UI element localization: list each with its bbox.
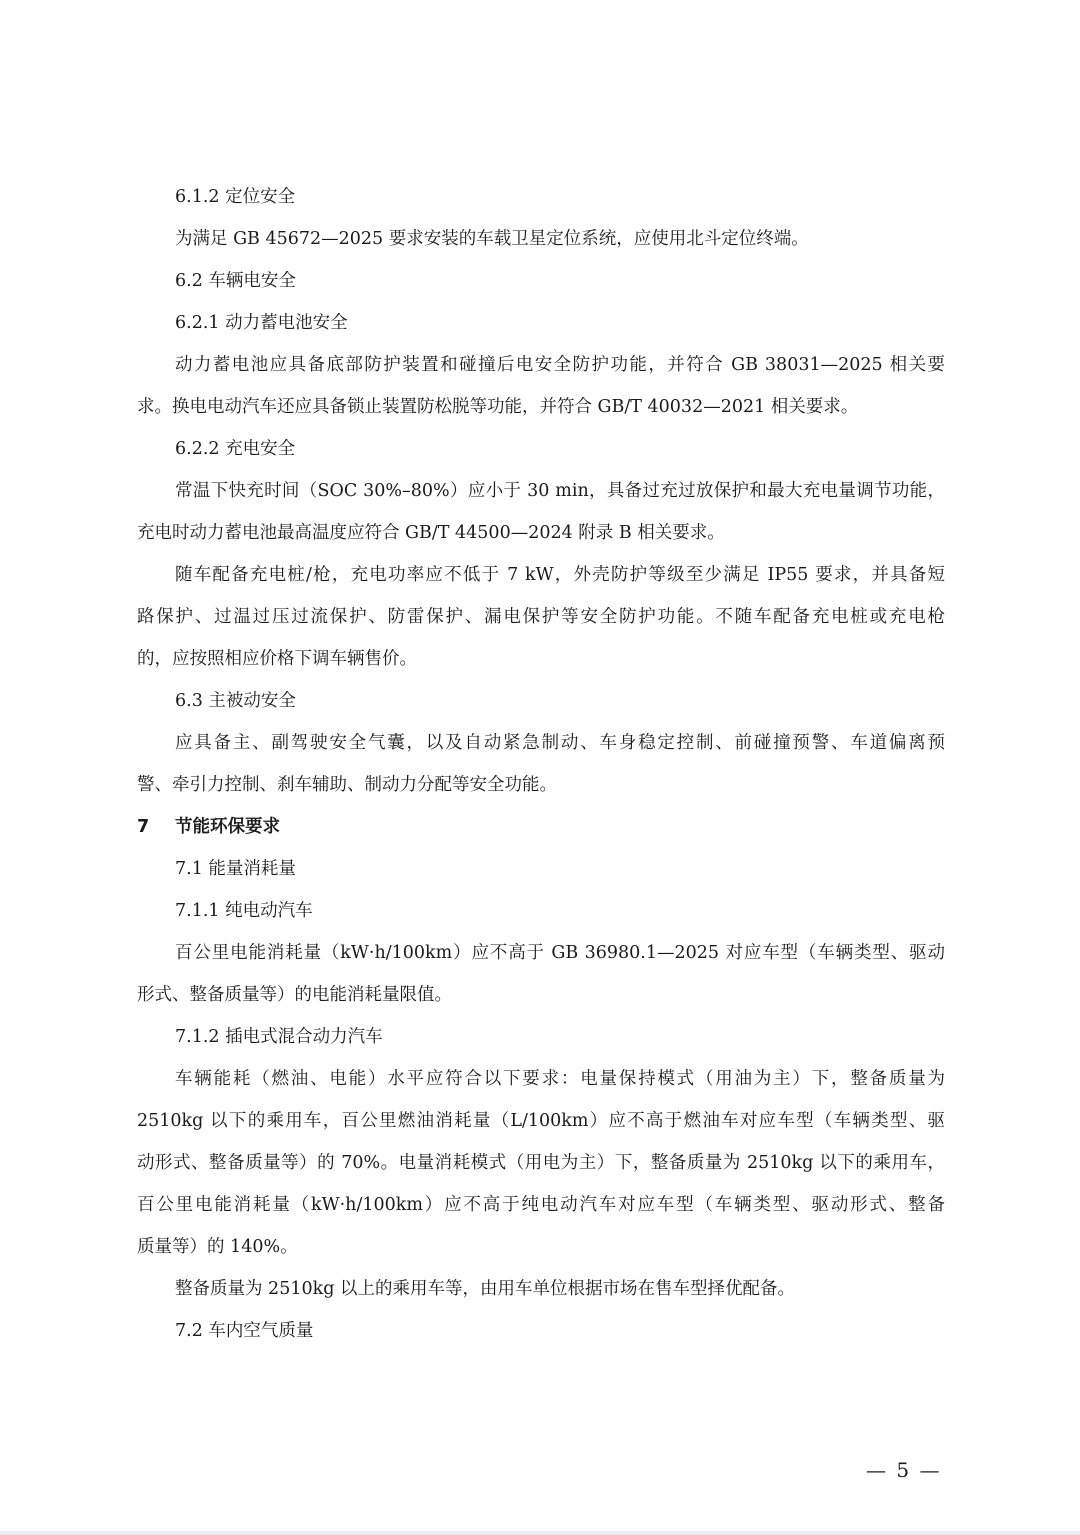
heading-6-2-2: 6.2.2 充电安全 — [175, 439, 296, 459]
heading-7-1-1: 7.1.1 纯电动汽车 — [175, 901, 313, 921]
heading-7-2: 7.2 车内空气质量 — [175, 1321, 314, 1341]
paragraph-line: 路保护、过温过压过流保护、防雷保护、漏电保护等安全防护功能。不随车配备充电桩或充电枪 — [137, 607, 945, 627]
paragraph-line: 百公里电能消耗量（kW·h/100km）应不高于 GB 36980.1—2025 对应车型（车辆类型、驱动 — [175, 943, 945, 963]
paragraph-line: 常温下快充时间（SOC 30%–80%）应小于 30 min，具备过充过放保护和最大充电量调节功能， — [175, 481, 945, 501]
section-number: 7 — [137, 817, 150, 837]
page-bottom-edge — [0, 1531, 1080, 1535]
heading-6-3: 6.3 主被动安全 — [175, 691, 296, 711]
paragraph-line: 车辆能耗（燃油、电能）水平应符合以下要求：电量保持模式（用油为主）下，整备质量为 — [175, 1069, 945, 1089]
paragraph-line: 求。换电电动汽车还应具备锁止装置防松脱等功能，并符合 GB/T 40032—2021 相关要求。 — [137, 397, 859, 417]
paragraph-line: 警、牵引力控制、刹车辅助、制动力分配等安全功能。 — [137, 775, 557, 795]
paragraph-line: 百公里电能消耗量（kW·h/100km）应不高于纯电动汽车对应车型（车辆类型、驱动形式、整备 — [137, 1195, 945, 1215]
paragraph-line: 充电时动力蓄电池最高温度应符合 GB/T 44500—2024 附录 B 相关要求。 — [137, 523, 725, 543]
paragraph-line: 2510kg 以下的乘用车，百公里燃油消耗量（L/100km）应不高于燃油车对应车型（车辆类型、驱 — [137, 1111, 945, 1131]
paragraph-line: 整备质量为 2510kg 以上的乘用车等，由用车单位根据市场在售车型择优配备。 — [175, 1279, 795, 1299]
heading-6-2-1: 6.2.1 动力蓄电池安全 — [175, 313, 348, 333]
heading-7-1-2: 7.1.2 插电式混合动力汽车 — [175, 1027, 383, 1047]
paragraph-line: 应具备主、副驾驶安全气囊，以及自动紧急制动、车身稳定控制、前碰撞预警、车道偏离预 — [175, 733, 945, 753]
paragraph-line: 动力蓄电池应具备底部防护装置和碰撞后电安全防护功能，并符合 GB 38031—2025 相关要 — [175, 355, 945, 375]
paragraph-line: 为满足 GB 45672—2025 要求安装的车载卫星定位系统，应使用北斗定位终端。 — [175, 229, 809, 249]
page-number: — 5 — — [866, 1458, 942, 1482]
heading-7-1: 7.1 能量消耗量 — [175, 859, 296, 879]
paragraph-line: 随车配备充电桩/枪，充电功率应不低于 7 kW，外壳防护等级至少满足 IP55 要求，并具备短 — [175, 565, 945, 585]
heading-7 — [137, 806, 945, 848]
paragraph-line: 的，应按照相应价格下调车辆售价。 — [137, 649, 417, 669]
paragraph-line: 形式、整备质量等）的电能消耗量限值。 — [137, 985, 452, 1005]
paragraph-line: 质量等）的 140%。 — [137, 1237, 298, 1257]
section-title: 节能环保要求 — [175, 817, 280, 837]
paragraph-line: 动形式、整备质量等）的 70%。电量消耗模式（用电为主）下，整备质量为 2510kg 以下的乘用车， — [137, 1153, 945, 1173]
heading-6-1-2: 6.1.2 定位安全 — [175, 187, 296, 207]
heading-6-2: 6.2 车辆电安全 — [175, 271, 296, 291]
document-body — [137, 176, 945, 1352]
